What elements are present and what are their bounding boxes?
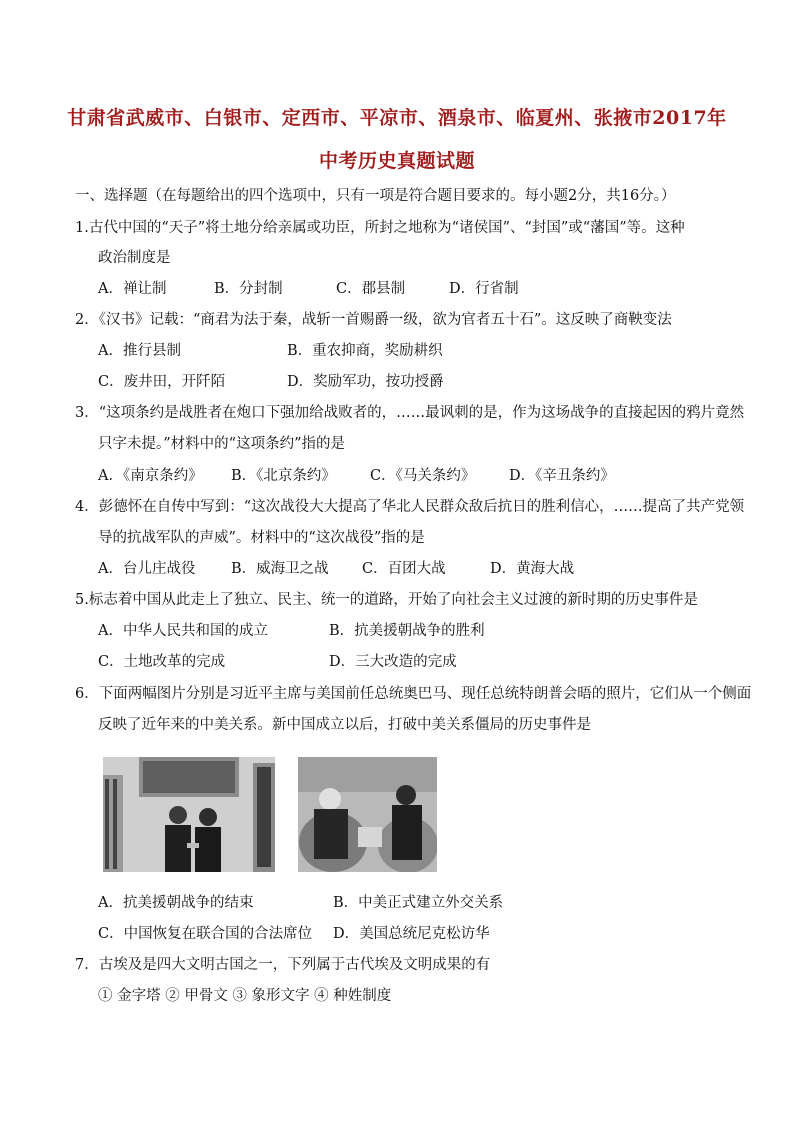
q6-option-a: A．抗美援朝战争的结束 bbox=[98, 895, 254, 911]
photo-obama-meeting-image bbox=[103, 757, 275, 872]
q2-option-c: C．废井田，开阡陌 bbox=[98, 374, 226, 390]
q7-items: ① 金字塔 ② 甲骨文 ③ 象形文字 ④ 种姓制度 bbox=[98, 988, 392, 1004]
q1-text-line2: 政治制度是 bbox=[98, 250, 171, 266]
q3-option-a: A．《南京条约》 bbox=[98, 468, 203, 484]
q5-option-c: C．土地改革的完成 bbox=[98, 654, 226, 670]
q1-option-d: D．行省制 bbox=[449, 281, 519, 297]
q6-option-b: B．中美正式建立外交关系 bbox=[333, 895, 504, 911]
q4-option-d: D．黄海大战 bbox=[490, 561, 575, 577]
q4-option-b: B．威海卫之战 bbox=[231, 561, 329, 577]
q2-option-b: B．重农抑商，奖励耕织 bbox=[287, 343, 443, 359]
q5-option-d: D．三大改造的完成 bbox=[329, 654, 457, 670]
q3-text-line1: 3．“这项条约是战胜者在炮口下强加给战败者的，……最讽刺的是，作为这场战争的直接起因的鸦片竟然 bbox=[75, 405, 745, 421]
q6-option-c: C．中国恢复在联合国的合法席位 bbox=[98, 926, 313, 942]
q4-option-a: A．台儿庄战役 bbox=[98, 561, 196, 577]
q2-option-a: A．推行县制 bbox=[98, 343, 181, 359]
q1-option-c: C．郡县制 bbox=[336, 281, 406, 297]
q3-option-d: D．《辛丑条约》 bbox=[509, 468, 615, 484]
q5-option-b: B．抗美援朝战争的胜利 bbox=[329, 623, 485, 639]
q3-text-line2: 只字未提。”材料中的“这项条约”指的是 bbox=[98, 436, 345, 452]
exam-title-line1: 甘肃省武威市、白银市、定西市、平凉市、酒泉市、临夏州、张掖市2017年 bbox=[67, 107, 727, 129]
photo-trump-meeting bbox=[298, 757, 437, 872]
q6-text-line1: 6．下面两幅图片分别是习近平主席与美国前任总统奥巴马、现任总统特朗普会晤的照片，它们从一个侧面 bbox=[75, 686, 752, 702]
exam-title-line2: 中考历史真题试题 bbox=[318, 150, 475, 172]
q4-text-line2: 导的抗战军队的声威”。材料中的“这次战役”指的是 bbox=[98, 530, 425, 546]
q5-text-line1: 5.标志着中国从此走上了独立、民主、统一的道路，开始了向社会主义过渡的新时期的历史事件是 bbox=[75, 592, 698, 608]
q2-option-d: D．奖励军功，按功授爵 bbox=[287, 374, 444, 390]
q1-option-b: B．分封制 bbox=[214, 281, 283, 297]
q6-option-d: D．美国总统尼克松访华 bbox=[333, 926, 490, 942]
q3-option-b: B．《北京条约》 bbox=[231, 468, 336, 484]
q4-option-c: C．百团大战 bbox=[362, 561, 446, 577]
q1-text-line1: 1.古代中国的“天子”将土地分给亲属或功臣，所封之地称为“诸侯国”、“封国”或“藩国”等。这种 bbox=[75, 220, 685, 236]
q7-text-line1: 7．古埃及是四大文明古国之一，下列属于古代埃及文明成果的有 bbox=[75, 957, 491, 973]
q1-option-a: A．禅让制 bbox=[98, 281, 167, 297]
section-heading: 一、选择题（在每题给出的四个选项中，只有一项是符合题目要求的。每小题2分，共16分。） bbox=[75, 188, 676, 204]
q4-text-line1: 4．彭德怀在自传中写到：“这次战役大大提高了华北人民群众敌后抗日的胜利信心，……提高了共产党领 bbox=[75, 499, 745, 515]
q3-option-c: C．《马关条约》 bbox=[370, 468, 476, 484]
photo-trump-meeting-image bbox=[298, 757, 437, 872]
photo-obama-meeting bbox=[103, 757, 275, 872]
q2-text-line1: 2．《汉书》记载：“商君为法于秦，战斩一首赐爵一级，欲为官者五十石”。这反映了商鞅变法 bbox=[75, 312, 672, 328]
q5-option-a: A．中华人民共和国的成立 bbox=[98, 623, 268, 639]
q6-text-line2: 反映了近年来的中美关系。新中国成立以后，打破中美关系僵局的历史事件是 bbox=[98, 717, 591, 733]
